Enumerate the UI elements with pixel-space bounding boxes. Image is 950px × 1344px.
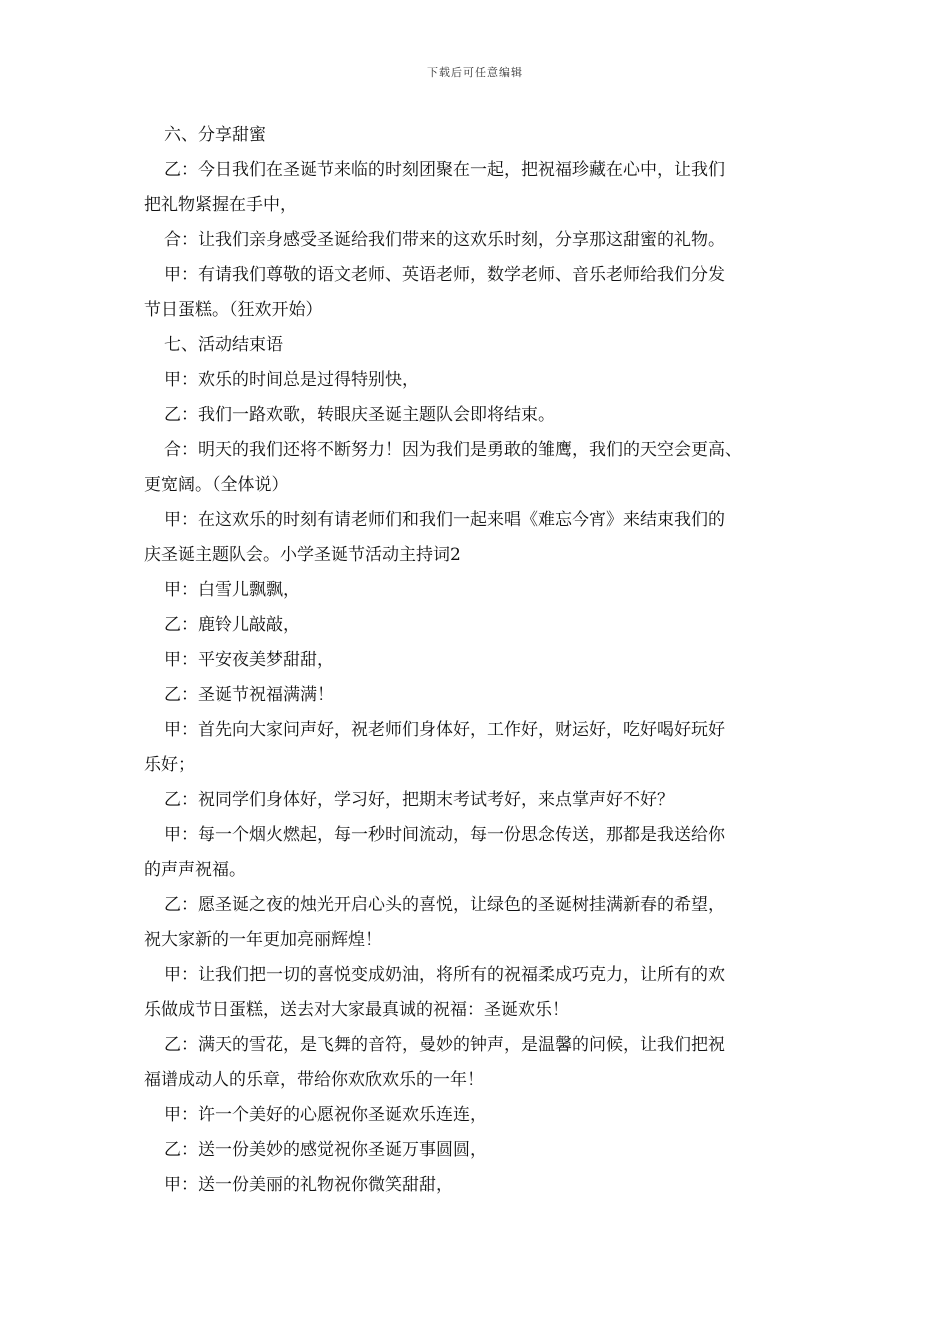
paragraph: 乙：鹿铃儿敲敲，	[164, 615, 300, 635]
paragraph: 甲：欢乐的时间总是过得特别快，	[164, 370, 419, 390]
paragraph: 甲：首先向大家问声好，祝老师们身体好，工作好，财运好，吃好喝好玩好 乐好；	[144, 720, 725, 775]
paragraph: 乙：愿圣诞之夜的烛光开启心头的喜悦，让绿色的圣诞树挂满新春的希望， 祝大家新的一年更加亮丽辉煌！	[144, 895, 725, 950]
paragraph: 乙：满天的雪花，是飞舞的音符，曼妙的钟声，是温馨的问候，让我们把祝 福谱成动人的乐章，带给你欢欣欢乐的一年！	[144, 1035, 725, 1090]
paragraph: 乙：圣诞节祝福满满！	[164, 685, 334, 705]
paragraph: 甲：送一份美丽的礼物祝你微笑甜甜，	[164, 1175, 453, 1195]
paragraph: 乙：送一份美妙的感觉祝你圣诞万事圆圆，	[164, 1140, 487, 1160]
paragraph: 乙：今日我们在圣诞节来临的时刻团聚在一起，把祝福珍藏在心中，让我们 把礼物紧握在手中，	[144, 160, 725, 215]
paragraph: 甲：每一个烟火燃起，每一秒时间流动，每一份思念传送，那都是我送给你 的声声祝福。	[144, 825, 725, 880]
document-body	[144, 118, 824, 1203]
paragraph: 合：让我们亲身感受圣诞给我们带来的这欢乐时刻，分享那这甜蜜的礼物。	[164, 230, 725, 250]
page-header: 下载后可任意编辑	[427, 66, 523, 79]
paragraph: 六、分享甜蜜	[164, 125, 266, 145]
paragraph: 甲：平安夜美梦甜甜，	[164, 650, 334, 670]
paragraph: 乙：祝同学们身体好，学习好，把期末考试考好，来点掌声好不好？	[164, 790, 674, 810]
paragraph: 甲：有请我们尊敬的语文老师、英语老师，数学老师、音乐老师给我们分发 节日蛋糕。（狂欢开始）	[144, 265, 725, 320]
paragraph: 七、活动结束语	[164, 335, 283, 355]
paragraph: 乙：我们一路欢歌，转眼庆圣诞主题队会即将结束。	[164, 405, 555, 425]
paragraph: 甲：让我们把一切的喜悦变成奶油，将所有的祝福柔成巧克力，让所有的欢 乐做成节日蛋糕，送去对大家最真诚的祝福：圣诞欢乐！	[144, 965, 725, 1020]
paragraph: 合：明天的我们还将不断努力！因为我们是勇敢的雏鹰，我们的天空会更高、 更宽阔。（全体说）	[144, 440, 742, 495]
paragraph: 甲：许一个美好的心愿祝你圣诞欢乐连连，	[164, 1105, 487, 1125]
paragraph: 甲：在这欢乐的时刻有请老师们和我们一起来唱《难忘今宵》来结束我们的 庆圣诞主题队会。小学圣诞节活动主持词2	[144, 510, 725, 565]
paragraph: 甲：白雪儿飘飘，	[164, 580, 300, 600]
